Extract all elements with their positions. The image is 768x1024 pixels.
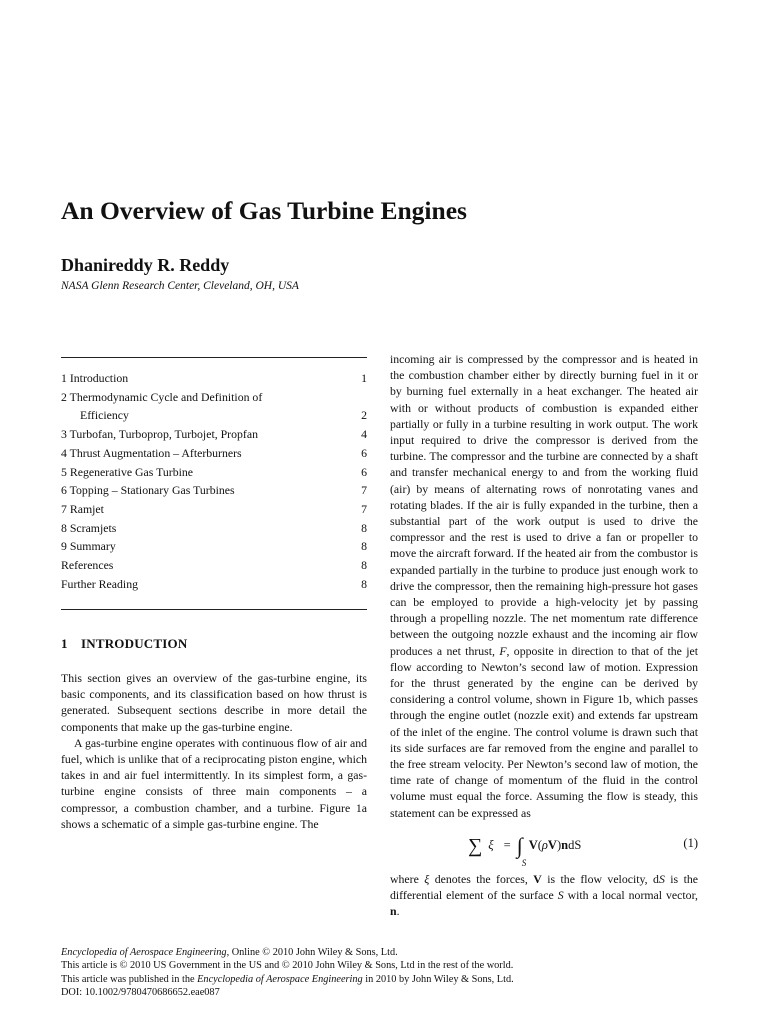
- footer-line-journal: Encyclopedia of Aerospace Engineering, Online © 2010 John Wiley & Sons, Ltd.: [61, 947, 398, 958]
- toc-entry-page: 7: [361, 501, 367, 516]
- toc-entry-title: 9 Summary: [61, 539, 116, 554]
- toc-entry-page: 8: [361, 576, 367, 591]
- toc-entry-page: 2: [361, 408, 367, 423]
- toc-entry-page: 8: [361, 539, 367, 554]
- toc-entry-title: 7 Ramjet: [61, 501, 104, 516]
- toc-entry-page: 4: [361, 427, 367, 442]
- body-paragraph: where ξ denotes the forces, V is the flow velocity, dS is the differential element of the surface S with a local normal vector, n.: [390, 871, 698, 919]
- equation-number: (1): [683, 835, 698, 850]
- toc-top-rule: [61, 357, 367, 358]
- toc-entry[interactable]: [61, 519, 367, 538]
- toc-entry[interactable]: [61, 575, 367, 594]
- body-paragraph: incoming air is compressed by the compressor and is heated in the combustion chamber either by directly burning fuel in it or by burning fuel externally in a heat exchanger. The heated air with or without products of combustion is expanded either partially or fully in a turbine resulting in work output. The work input required to drive the compressor is derived from the turbine. The compressor and the turbine are connected by a shaft and transfer mechanical energy to and from the working fluid (air) by means of alternating rows of nonrotating vanes and rotating blades. If the air is fully expanded in the turbine, then a substantial part of the work output is used to drive the compressor and the rest is used to drive a fan or propeller to move the aircraft forward. If the heated air from the combustor is expanded partially in the turbine to produce just enough work to drive the compressor, then the remaining high-pressure hot gases can be employed to provide a high-velocity jet by passing through a propelling nozzle. The net momentum rate difference between the outgoing nozzle exhaust and the incoming air flow produces a net thrust, F, opposite in direction to that of the jet flow according to Newton’s second law of motion. Expression for the thrust generated by the engine can be derived by considering a control volume, shown in Figure 1b, which passes through the engine outlet (nozzle exit) and extends far upstream of the inlet of the engine. The control volume is drawn such that its side surfaces are far removed from the engine and parallel to the free stream velocity. Per Newton’s second law of motion, the time rate of change of momentum of the fluid in the control volume must equal the force. Assuming the flow is steady, this statement can be expressed as: [390, 352, 698, 820]
- toc-entry-title: 2 Thermodynamic Cycle and Definition of Efficiency: [61, 388, 353, 425]
- toc-entry-page: 8: [361, 558, 367, 573]
- equals-sign: =: [503, 838, 511, 853]
- toc-entry-title: Further Reading: [61, 576, 138, 591]
- integral-subscript: S: [521, 857, 527, 868]
- toc-entry-title: 1 Introduction: [61, 371, 129, 385]
- table-of-contents: [61, 369, 367, 593]
- toc-entry[interactable]: [61, 388, 367, 425]
- toc-entry-page: 8: [361, 520, 367, 535]
- section-heading: [61, 636, 187, 652]
- footer-line-doi[interactable]: DOI: 10.1002/9780470686652.eae087: [61, 986, 220, 998]
- toc-entry-page: 1: [361, 371, 367, 385]
- equation-1: [390, 827, 698, 868]
- toc-entry[interactable]: [61, 463, 367, 482]
- toc-entry[interactable]: [61, 481, 367, 500]
- article-title: An Overview of Gas Turbine Engines: [61, 196, 467, 225]
- toc-entry[interactable]: [61, 556, 367, 575]
- footer-line-copyright: This article is © 2010 US Government in the US and © 2010 John Wiley & Sons, Ltd in the rest of the world.: [61, 960, 514, 972]
- toc-entry[interactable]: [61, 500, 367, 519]
- author-name: Dhanireddy R. Reddy: [61, 255, 230, 275]
- toc-entry-title-continuation: Efficiency: [80, 408, 129, 423]
- toc-entry-title: 4 Thrust Augmentation – Afterburners: [61, 445, 242, 460]
- author-affiliation: NASA Glenn Research Center, Cleveland, OH, USA: [61, 280, 299, 292]
- toc-entry-page: 6: [361, 464, 367, 479]
- page-footer: [61, 946, 701, 999]
- symbol-F: F: [499, 643, 507, 658]
- toc-entry-page: 7: [361, 483, 367, 498]
- footer-line-published: This article was published in the Encyclopedia of Aerospace Engineering in 2010 by John Wiley & Sons, Ltd.: [61, 973, 514, 985]
- toc-entry-title: References: [61, 558, 114, 573]
- left-column-body: [61, 670, 367, 832]
- right-column-body: [390, 351, 698, 920]
- symbol-xi: ξ: [488, 838, 494, 853]
- section-number: 1: [61, 636, 68, 651]
- toc-entry-title: 5 Regenerative Gas Turbine: [61, 464, 194, 479]
- toc-entry-title: 3 Turbofan, Turboprop, Turbojet, Propfan: [61, 427, 258, 442]
- section-title: INTRODUCTION: [81, 636, 188, 651]
- toc-entry[interactable]: [61, 537, 367, 556]
- toc-entry[interactable]: [61, 425, 367, 444]
- toc-entry-page: 6: [361, 445, 367, 460]
- toc-entry[interactable]: [61, 444, 367, 463]
- body-paragraph: A gas-turbine engine operates with continuous flow of air and fuel, which is unlike that of a reciprocating piston engine, which takes in and air fuel intermittently. In its simplest form, a gas-turbine engine consists of three main components – a compressor, a combustion chamber, and a turbine. Figure 1a shows a schematic of a simple gas-turbine engine. The: [61, 735, 367, 831]
- integrand: V(ρV)ndS: [528, 838, 582, 853]
- summation-symbol: ∑: [468, 834, 483, 857]
- toc-entry-title: 6 Topping – Stationary Gas Turbines: [61, 483, 235, 498]
- toc-entry-title: 8 Scramjets: [61, 520, 117, 535]
- integral-symbol: ∫ S: [516, 832, 527, 868]
- toc-bottom-rule: [61, 609, 367, 610]
- toc-entry[interactable]: [61, 369, 367, 388]
- body-paragraph: This section gives an overview of the gas-turbine engine, its basic components, and its classification based on how thrust is generated. Subsequent sections describe in more detail the components that make up the gas-turbine engine.: [61, 671, 367, 734]
